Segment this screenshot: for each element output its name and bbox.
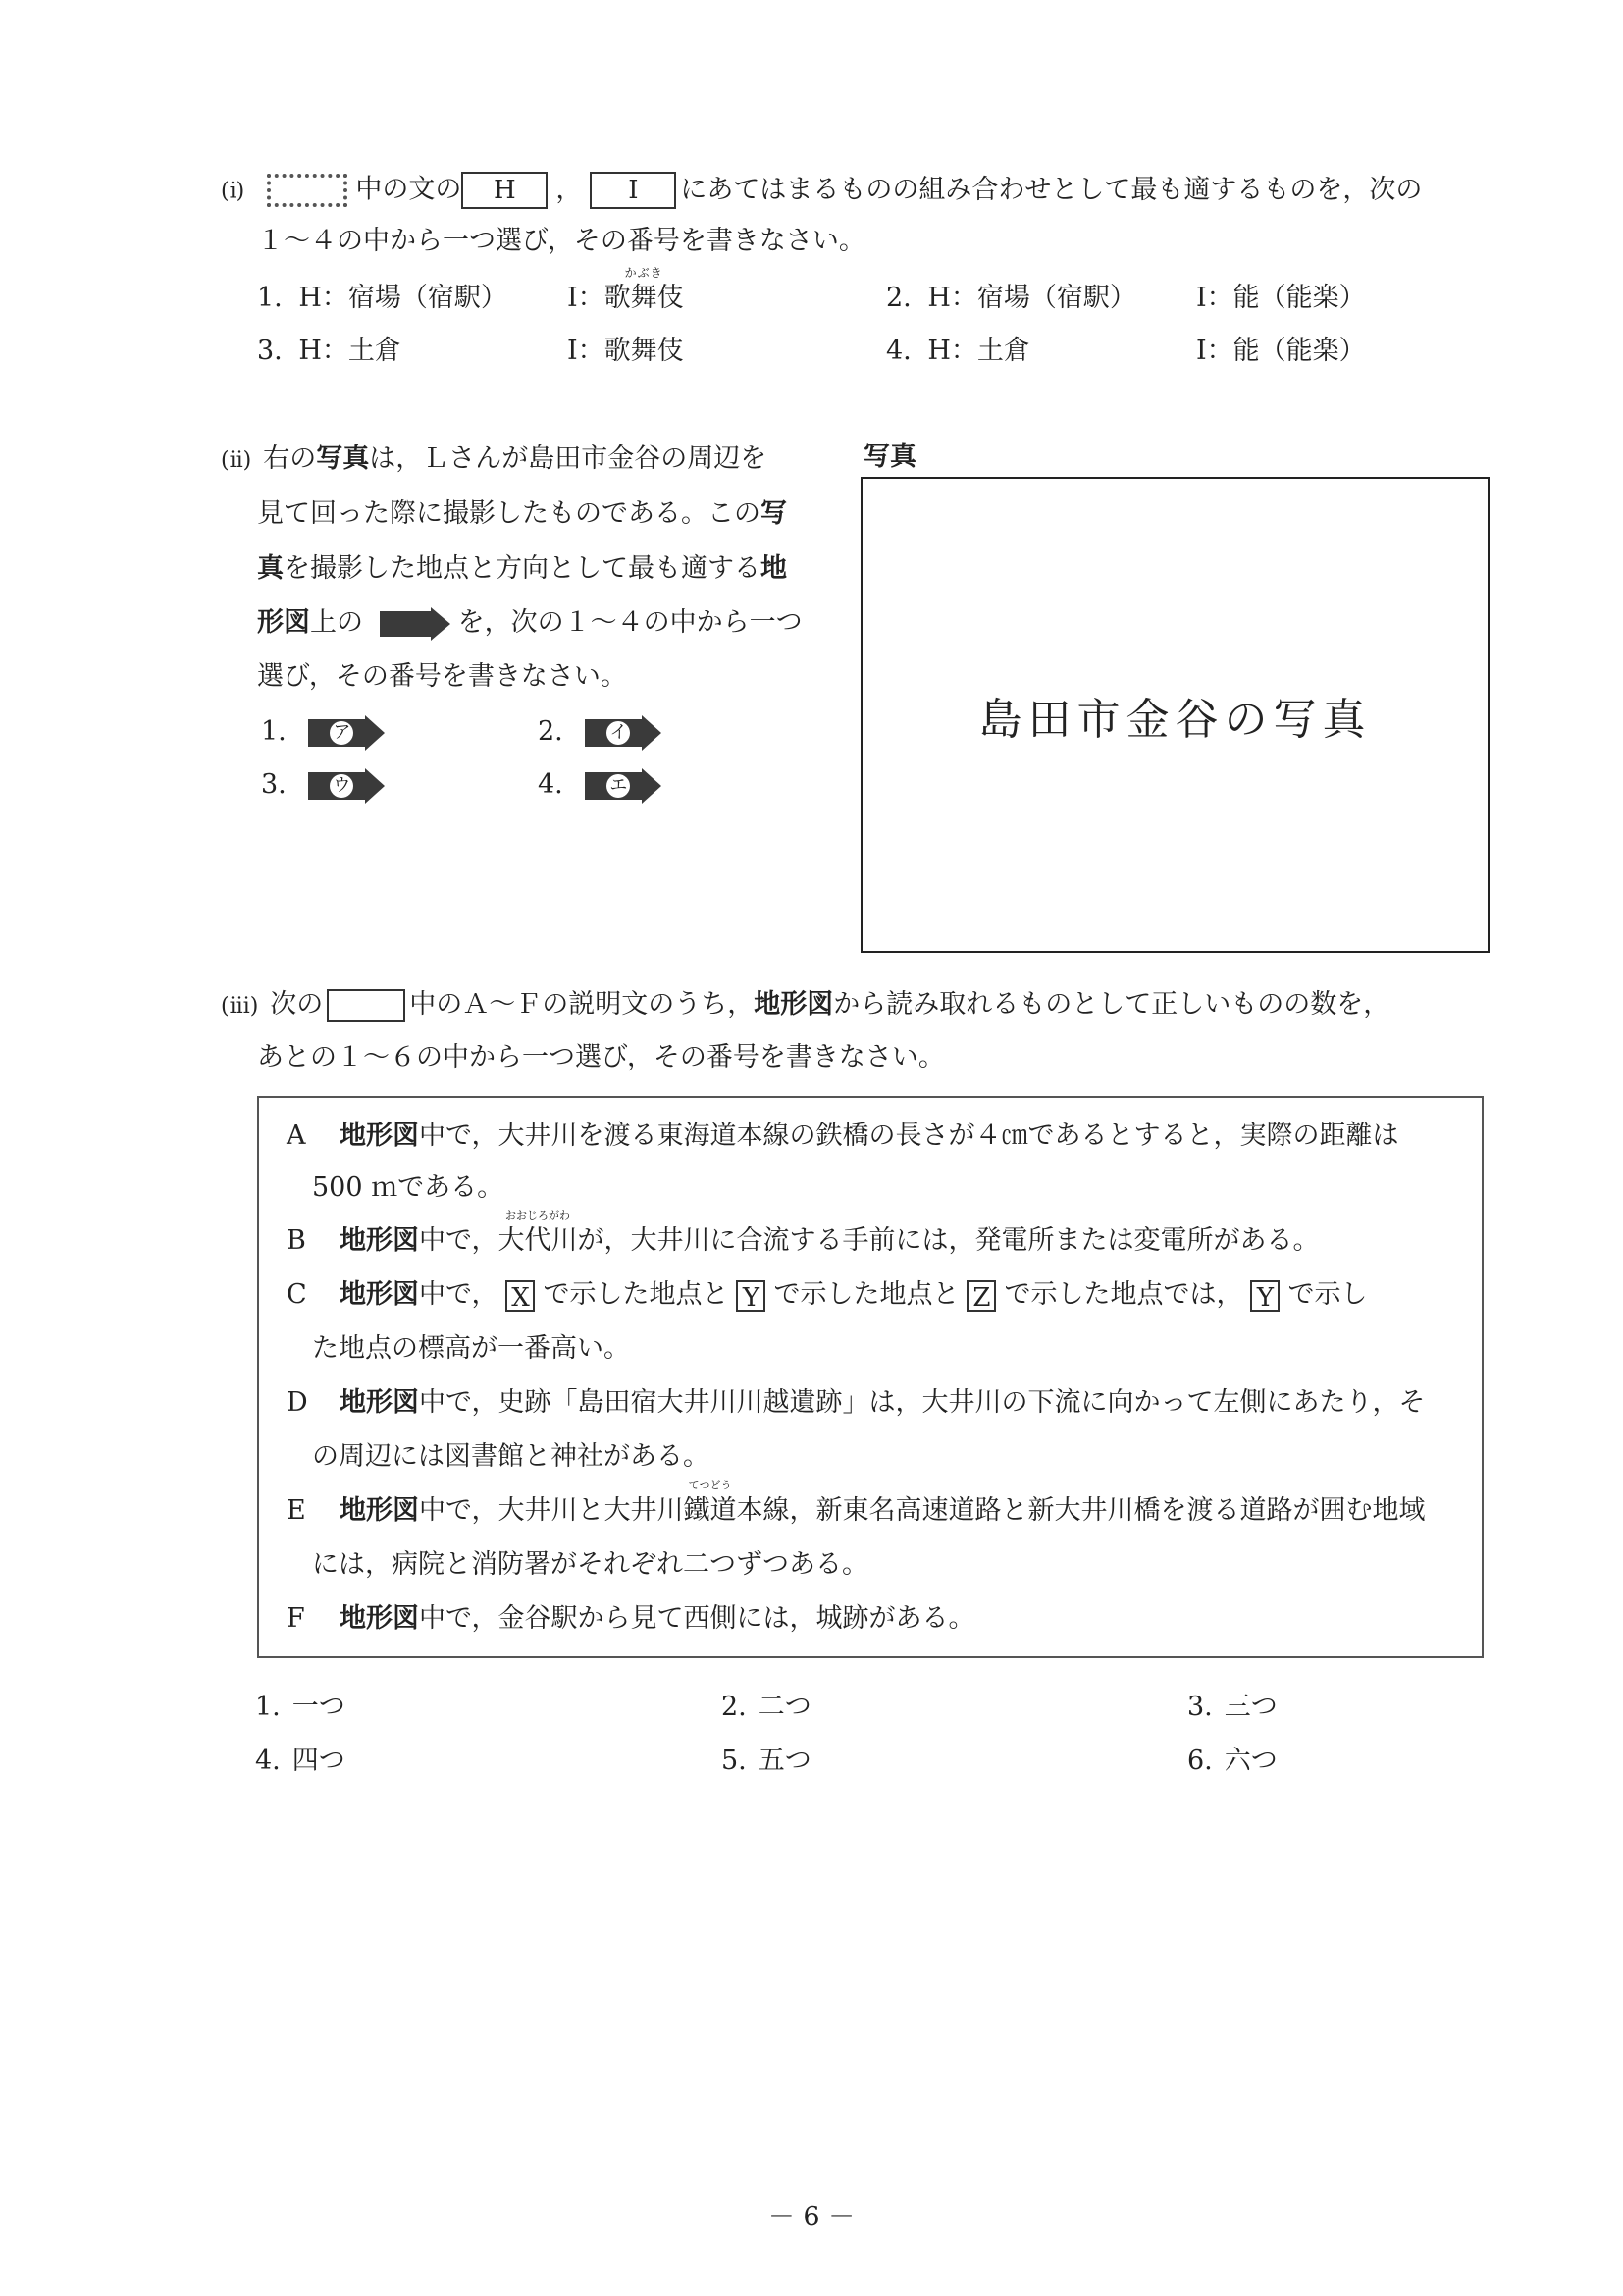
q-i-option-3-i [567, 334, 684, 369]
keyword-map: 地形図 [340, 1495, 419, 1526]
text: で示した地点では， [1004, 1279, 1243, 1310]
comma: ， [555, 174, 583, 205]
option-text: 四つ [291, 1746, 345, 1776]
option-num: 2. [538, 716, 563, 747]
photo-placeholder [861, 477, 1490, 953]
text: が，大井川に合流する手前には，発電所または変電所がある。 [577, 1226, 1320, 1256]
keyword-photo: 写真 [316, 444, 370, 474]
ruby-text: おおじろがわ [504, 1209, 570, 1222]
option-num: 3. [261, 769, 287, 800]
blank-h: H [461, 172, 548, 209]
statement-a-line1 [287, 1119, 1398, 1154]
question-i-line1 [221, 172, 1422, 210]
option-h: H：土倉 [298, 336, 401, 366]
q-i-option-2 [886, 281, 1136, 316]
text: で示した地点と [543, 1279, 729, 1310]
option-num: 1. [261, 716, 287, 747]
q-ii-option-4 [538, 767, 663, 804]
question-ii-line1 [221, 442, 766, 479]
river-name: 大代川 [497, 1226, 578, 1256]
text: 中で， [419, 1226, 498, 1256]
text: 中で， [419, 1279, 498, 1310]
question-ii-line5: 選び，その番号を書きなさい。 [257, 661, 627, 692]
dotted-blank-box [267, 174, 347, 207]
arrow-mark: エ [609, 774, 628, 796]
kabuki-ruby-word [603, 266, 684, 316]
text: から読み取れるものとして正しいものの数を， [833, 989, 1390, 1019]
text: 中で，史跡「島田宿大井川川越遺跡」は，大井川の下流に向かって左側にあたり，そ [419, 1387, 1426, 1418]
arrow-i-icon [585, 715, 663, 751]
ruby-word [683, 1479, 737, 1529]
question-iii-line2: あとの１～６の中から一つ選び，その番号を書きなさい。 [257, 1042, 945, 1072]
keyword-map: 地形図 [340, 1279, 419, 1310]
option-h: H：土倉 [927, 336, 1030, 366]
option-num: 6. [1187, 1746, 1213, 1776]
q-i-option-2-i [1196, 281, 1366, 316]
question-i-text-b: にあてはまるものの組み合わせとして最も適するものを，次の [680, 174, 1423, 205]
statement-e-line1 [287, 1479, 1426, 1529]
option-text: 二つ [758, 1692, 812, 1722]
q-i-option-1-i [567, 266, 684, 316]
text: 中のＡ～Ｆの説明文のうち， [409, 989, 755, 1019]
keyword-map: 地形図 [340, 1226, 419, 1256]
option-num: 2. [886, 283, 912, 313]
statement-letter: A [287, 1121, 306, 1151]
q-i-option-1 [257, 281, 507, 316]
text: は，Ｌさんが島田市金谷の周辺を [369, 444, 767, 474]
question-ii-line2 [257, 496, 787, 532]
keyword-photo-b: 真 [257, 553, 284, 584]
statement-f [287, 1601, 974, 1637]
text: 見て回った際に撮影したものである。この [257, 498, 760, 529]
option-i-value: 歌舞伎 [603, 283, 684, 313]
page-number: － 6 － [767, 2202, 856, 2232]
direction-arrow-icon [380, 607, 450, 641]
text: を撮影した地点と方向として最も適する [284, 553, 760, 584]
option-num: 4. [255, 1746, 281, 1776]
option-i-label: I： [567, 283, 604, 313]
text: 中で，大井川と大井川 [419, 1495, 684, 1526]
option-num: 2. [721, 1692, 747, 1722]
keyword-map: 地形図 [340, 1387, 419, 1418]
option-h: H：宿場（宿駅） [927, 283, 1136, 313]
text: で示し [1287, 1279, 1368, 1310]
q-i-option-4 [886, 334, 1030, 369]
arrow-e-icon [585, 768, 663, 804]
text: 中で，大井川を渡る東海道本線の鉄橋の長さが４㎝であるとすると，実際の距離は [419, 1121, 1399, 1151]
text: 本線，新東名高速道路と新大井川橋を渡る道路が囲む地域 [736, 1495, 1426, 1526]
arrow-mark: ア [333, 721, 351, 743]
q-ii-option-2 [538, 714, 663, 751]
keyword-map: 地形図 [340, 1121, 419, 1151]
option-i-value: 能（能楽） [1232, 336, 1366, 366]
option-num: 3. [1187, 1692, 1213, 1722]
keyword-map: 地形図 [340, 1603, 419, 1634]
question-ii-line3 [257, 551, 787, 587]
answer-1 [255, 1690, 345, 1725]
text: 上の [310, 607, 363, 638]
question-i-text: 中の文の [355, 174, 462, 205]
option-i-value: 能（能楽） [1232, 283, 1366, 313]
keyword-photo-a: 写 [760, 498, 787, 529]
q-i-option-3 [257, 334, 401, 369]
q-ii-option-3 [261, 767, 387, 804]
question-i-label: (ⅰ) [221, 179, 245, 204]
option-h: H：宿場（宿駅） [298, 283, 507, 313]
ruby-word [497, 1209, 578, 1259]
option-i-label: I： [1196, 283, 1233, 313]
option-num: 3. [257, 336, 283, 366]
text: 右の [263, 444, 317, 474]
answer-2 [721, 1690, 812, 1725]
option-text: 五つ [758, 1746, 812, 1776]
statement-d-line2: の周辺には図書館と神社がある。 [312, 1441, 709, 1472]
question-i-line2: １～４の中から一つ選び，その番号を書きなさい。 [257, 226, 865, 256]
point-x-box: X [505, 1280, 535, 1312]
text: 中で，金谷駅から見て西側には，城跡がある。 [419, 1603, 975, 1634]
option-num: 5. [721, 1746, 747, 1776]
arrow-a-icon [308, 715, 387, 751]
q-ii-option-1 [261, 714, 387, 751]
option-num: 4. [886, 336, 912, 366]
question-ii-line4 [257, 605, 803, 641]
question-iii-label: (ⅲ) [221, 994, 259, 1018]
photo-caption: 島田市金谷の写真 [978, 694, 1372, 745]
option-i-value: 歌舞伎 [603, 336, 684, 366]
keyword-map-b: 形図 [257, 607, 310, 638]
statement-letter: F [287, 1603, 305, 1634]
point-z-box: Z [967, 1280, 996, 1312]
statement-c-line1 [287, 1278, 1367, 1313]
text: を，次の１～４の中から一つ [457, 607, 803, 638]
point-y-box: Y [1250, 1280, 1280, 1312]
option-num: 1. [255, 1692, 281, 1722]
railway-word: 鐵道 [683, 1495, 737, 1526]
statement-e-line2: には，病院と消防署がそれぞれ二つずつある。 [312, 1549, 868, 1580]
question-ii-label: (ⅱ) [221, 448, 252, 473]
keyword-map-a: 地 [760, 553, 787, 584]
answer-5 [721, 1744, 812, 1779]
option-text: 六つ [1224, 1746, 1278, 1776]
ruby-text: てつどう [688, 1479, 732, 1491]
statement-a-line2: 500 ｍである。 [312, 1173, 504, 1203]
statement-letter: D [287, 1387, 308, 1418]
arrow-u-icon [308, 768, 387, 804]
statement-b [287, 1209, 1320, 1259]
option-i-label: I： [1196, 336, 1233, 366]
keyword-map: 地形図 [754, 989, 834, 1019]
arrow-mark: ウ [333, 774, 351, 796]
ruby-kabuki: かぶき [624, 266, 663, 280]
blank-i: I [590, 172, 676, 209]
arrow-mark: イ [609, 721, 628, 743]
answer-3 [1187, 1690, 1278, 1725]
photo-label: 写真 [864, 442, 916, 472]
statement-d-line1 [287, 1385, 1425, 1421]
statement-letter: E [287, 1495, 306, 1526]
statement-letter: B [287, 1226, 306, 1256]
text: 次の [270, 989, 324, 1019]
text: で示した地点と [773, 1279, 960, 1310]
option-num: 4. [538, 769, 563, 800]
empty-box-ref [327, 989, 405, 1022]
answer-4 [255, 1744, 345, 1779]
answer-6 [1187, 1744, 1278, 1779]
point-y-box: Y [736, 1280, 765, 1312]
statement-letter: C [287, 1279, 307, 1310]
question-iii-line1 [221, 987, 1389, 1024]
option-text: 一つ [291, 1692, 345, 1722]
option-text: 三つ [1224, 1692, 1278, 1722]
option-num: 1. [257, 283, 283, 313]
option-i-label: I： [567, 336, 604, 366]
q-i-option-4-i [1196, 334, 1366, 369]
statement-c-line2: た地点の標高が一番高い。 [312, 1333, 630, 1364]
